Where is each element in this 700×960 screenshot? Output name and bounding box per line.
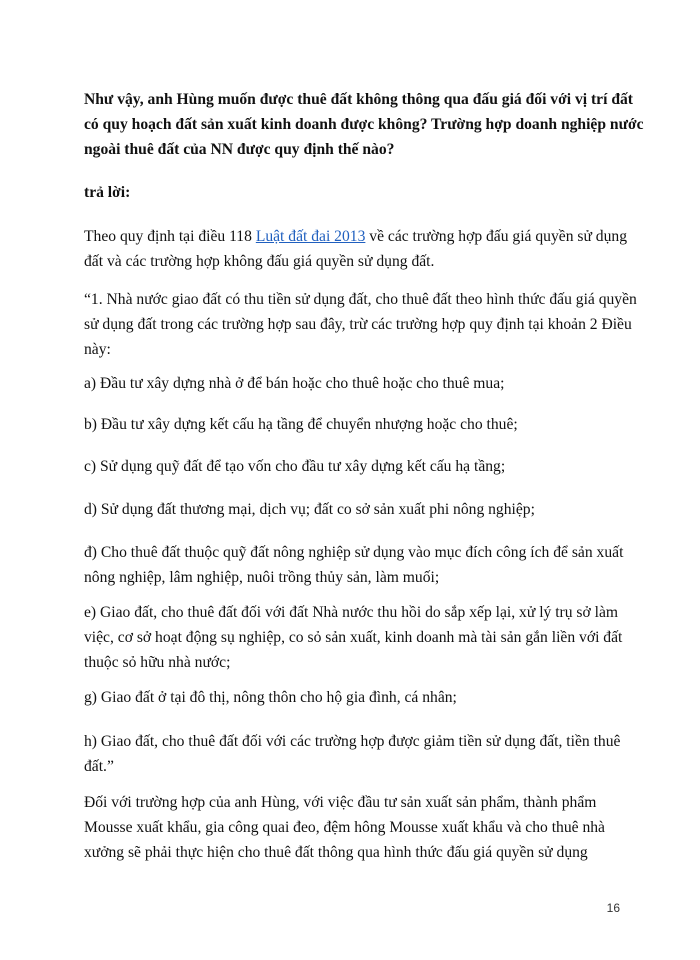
- list-item-g: g) Giao đất ở tại đô thị, nông thôn cho hộ gia đình, cá nhân;: [84, 689, 457, 706]
- list-item-c: c) Sử dụng quỹ đất để tạo vốn cho đầu tư xây dựng kết cấu hạ tầng;: [84, 458, 506, 475]
- clause-1-paragraph: “1. Nhà nước giao đất có thu tiền sử dụng đất, cho thuê đất theo hình thức đấu giá quyền sử dụng đất trong các trường hợp sau đây, trừ các trường hợp quy định tại khoản 2 Điều này:: [84, 291, 637, 358]
- conclusion-paragraph: Đối với trường hợp của anh Hùng, với việc đầu tư sản xuất sản phẩm, thành phẩm Mousse xuất khẩu, gia công quai đeo, đệm hông Mousse xuất khẩu và cho thuê nhà xưởng sẽ phải thực hiện cho thuê đất thông qua hình thức đấu giá quyền sử dụng: [84, 794, 605, 861]
- list-item-d: d) Sử dụng đất thương mại, dịch vụ; đất co sở sản xuất phi nông nghiệp;: [84, 501, 535, 518]
- list-item-a: a) Đầu tư xây dựng nhà ở để bán hoặc cho thuê hoặc cho thuê mua;: [84, 375, 505, 392]
- answer-label: trả lời:: [84, 184, 131, 201]
- law-link[interactable]: Luật đất đai 2013: [255, 228, 366, 245]
- list-item-h: h) Giao đất, cho thuê đất đối với các trường hợp được giảm tiền sử dụng đất, tiền thuê đất.”: [84, 733, 621, 775]
- intro-before-link: Theo quy định tại điều 118: [84, 228, 252, 245]
- list-item-e: e) Giao đất, cho thuê đất đối với đất Nhà nước thu hồi do sắp xếp lại, xử lý trụ sở làm việc, cơ sở hoạt động sụ nghiệp, co sỏ sản xuất, kinh doanh mà tài sản gắn liền với đất thuộc sỏ hữu nhà nước;: [84, 604, 623, 671]
- intro-paragraph: [84, 224, 644, 274]
- list-item-b: b) Đầu tư xây dựng kết cấu hạ tầng để chuyển nhượng hoặc cho thuê;: [84, 416, 518, 433]
- page-number: 16: [606, 901, 620, 915]
- intro-after-link: về các trường hợp đấu giá quyền sử dụng đất và các trường hợp không đấu giá quyền sử dụng đất.: [84, 228, 627, 270]
- question-paragraph: Như vậy, anh Hùng muốn được thuê đất không thông qua đấu giá đối với vị trí đất có quy hoạch đất sản xuất kinh doanh được không? Trường hợp doanh nghiệp nước ngoài thuê đất của NN được quy định thế nào?: [84, 91, 644, 158]
- list-item-dd: đ) Cho thuê đất thuộc quỹ đất nông nghiệp sử dụng vào mục đích công ích để sản xuất nông nghiệp, lâm nghiệp, nuôi trồng thủy sản, làm muối;: [84, 544, 624, 586]
